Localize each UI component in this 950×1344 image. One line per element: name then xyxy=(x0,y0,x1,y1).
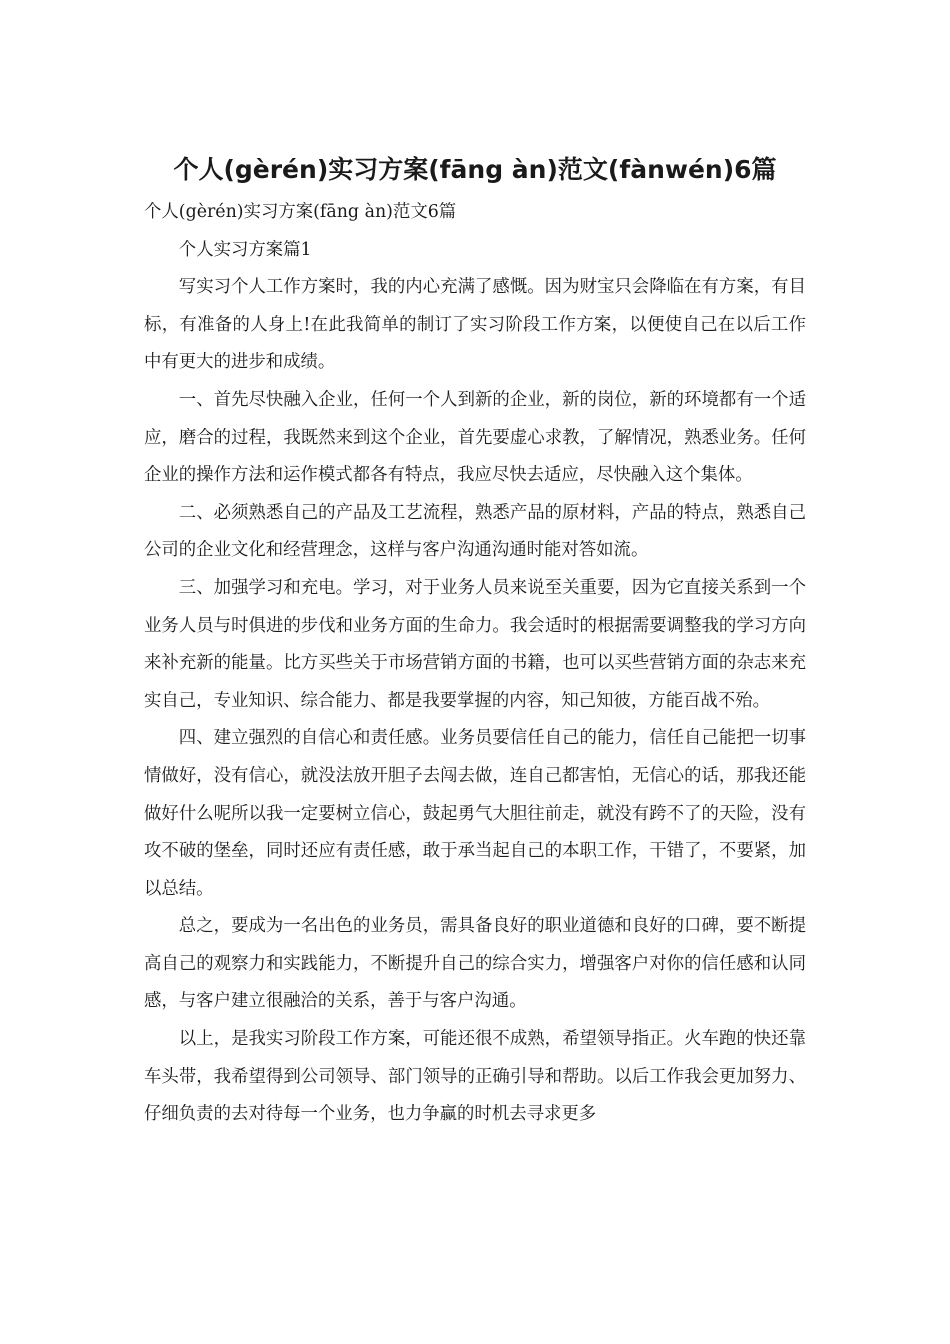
paragraph-point-1: 一、首先尽快融入企业，任何一个人到新的企业，新的岗位，新的环境都有一个适应，磨合的过程，我既然来到这个企业，首先要虚心求教，了解情况，熟悉业务。任何企业的操作方法和运作模式都各有特点，我应尽快去适应，尽快融入这个集体。 xyxy=(144,389,806,486)
document-subtitle: 个人(gèrén)实习方案(fāng àn)范文6篇 xyxy=(144,202,457,222)
section-heading: 个人实习方案篇1 xyxy=(178,239,312,260)
document-body xyxy=(144,194,806,1134)
paragraph-intro: 写实习个人工作方案时，我的内心充满了感慨。因为财宝只会降临在有方案，有目标，有准备的人身上!在此我简单的制订了实习阶段工作方案，以便使自己在以后工作中有更大的进步和成绩。 xyxy=(144,277,806,373)
paragraph-closing: 以上，是我实习阶段工作方案，可能还很不成熟，希望领导指正。火车跑的快还靠车头带，我希望得到公司领导、部门领导的正确引导和帮助。以后工作我会更加努力、仔细负责的去对待每一个业务，也力争赢的时机去寻求更多 xyxy=(144,1029,806,1125)
paragraph-point-2: 二、必须熟悉自己的产品及工艺流程，熟悉产品的原材料，产品的特点，熟悉自己公司的企业文化和经营理念，这样与客户沟通沟通时能对答如流。 xyxy=(144,502,806,561)
paragraph-point-3: 三、加强学习和充电。学习，对于业务人员来说至关重要，因为它直接关系到一个业务人员与时俱进的步伐和业务方面的生命力。我会适时的根据需要调整我的学习方向来补充新的能量。比方买些关于市场营销方面的书籍，也可以买些营销方面的杂志来充实自己，专业知识、综合能力、都是我要掌握的内容，知己知彼，方能百战不殆。 xyxy=(144,577,806,711)
paragraph-point-4: 四、建立强烈的自信心和责任感。业务员要信任自己的能力，信任自己能把一切事情做好，没有信心，就没法放开胆子去闯去做，连自己都害怕，无信心的话，那我还能做好什么呢所以我一定要树立信心，鼓起勇气大胆往前走，就没有跨不了的天险，没有攻不破的堡垒，同时还应有责任感，敢于承当起自己的本职工作，干错了，不要紧，加以总结。 xyxy=(144,728,806,899)
document-title: 个人(gèrén)实习方案(fāng àn)范文(fànwén)6篇 xyxy=(173,155,777,184)
paragraph-summary: 总之，要成为一名出色的业务员，需具备良好的职业道德和良好的口碑，要不断提高自己的观察力和实践能力，不断提升自己的综合实力，增强客户对你的信任感和认同感，与客户建立很融洽的关系，善于与客户沟通。 xyxy=(144,916,806,1012)
